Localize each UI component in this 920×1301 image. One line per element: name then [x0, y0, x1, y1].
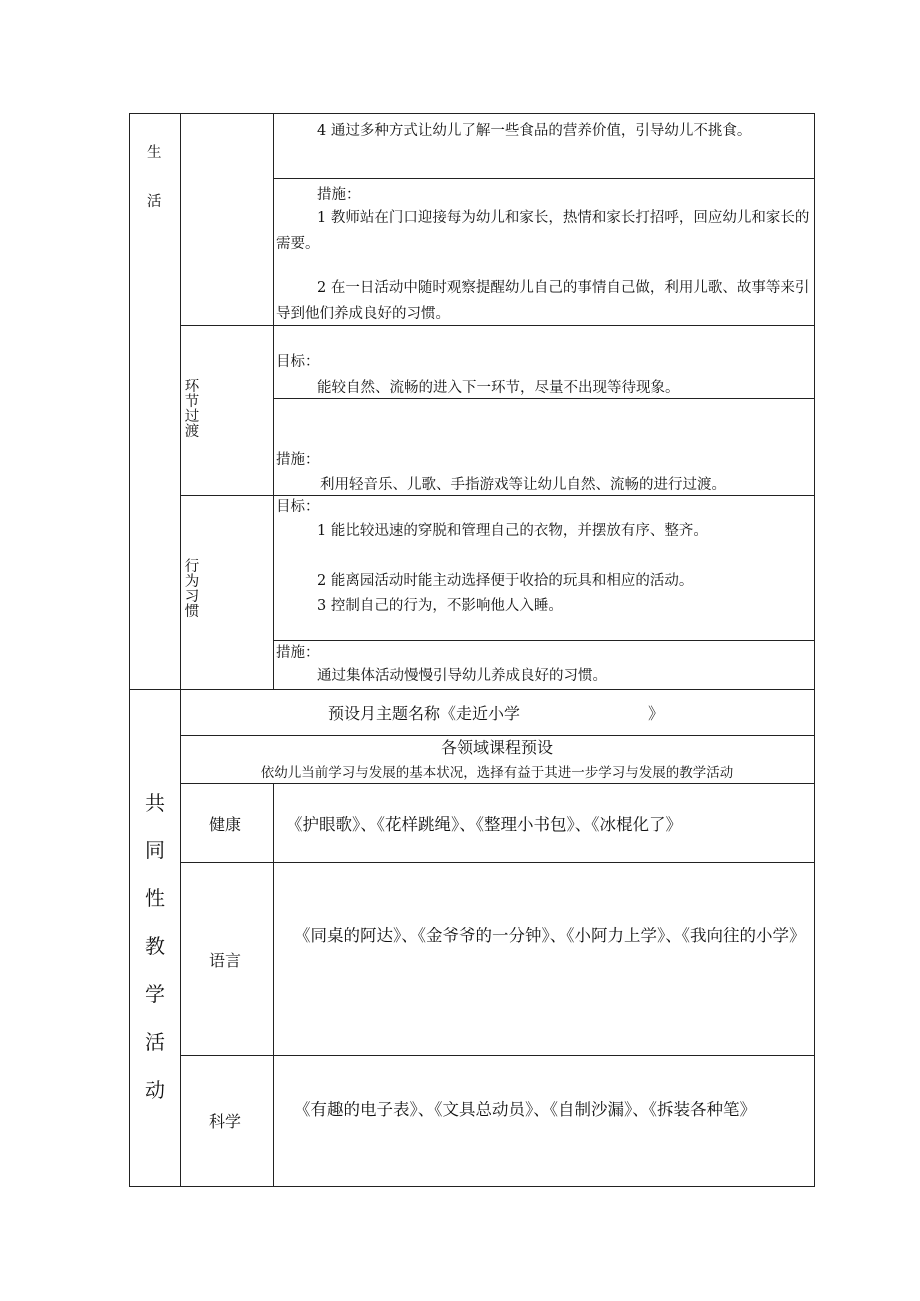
- common-label-char: 活: [145, 1030, 165, 1054]
- life-label-char-1: 生: [147, 145, 162, 161]
- common-label-char: 学: [145, 982, 165, 1006]
- behavior-goal-2: 2 能离园活动时能主动选择便于收拾的玩具和相应的活动。: [317, 573, 694, 589]
- theme-name-suffix: 》: [648, 704, 665, 723]
- life-label-char-2: 活: [147, 194, 162, 210]
- transition-label-char: 环: [184, 379, 200, 395]
- transition-goal-title: 目标：: [276, 354, 320, 370]
- common-label-char: 同: [145, 838, 165, 862]
- behavior-goal-3: 3 控制自己的行为，不影响他人入睡。: [317, 598, 563, 614]
- domain-name-language: 语言: [209, 951, 242, 970]
- behavior-label-char: 习: [184, 589, 200, 605]
- domain-name-science: 科学: [209, 1112, 242, 1131]
- domain-content-health: 《护眼歌》、《花样跳绳》、《整理小书包》、《冰棍化了》: [286, 815, 682, 834]
- behavior-measure: 通过集体活动慢慢引导幼儿养成良好的习惯。: [317, 668, 607, 684]
- life-measure-2: 2 在一日活动中随时观察提醒幼儿自己的事情自己做，利用儿歌、故事等来引导到他们养成良好的习惯。: [276, 280, 810, 322]
- common-label-char: 动: [145, 1078, 165, 1102]
- common-label-char: 性: [145, 886, 165, 910]
- course-subtitle: 依幼儿当前学习与发展的基本状况，选择有益于其进一步学习与发展的教学活动: [260, 765, 734, 781]
- transition-goal: 能较自然、流畅的进入下一环节，尽量不出现等待现象。: [317, 380, 680, 396]
- behavior-goal-title: 目标：: [276, 499, 320, 515]
- common-label-char: 共: [145, 791, 165, 815]
- theme-name-prefix: 预设月主题名称《走近小学: [328, 704, 521, 723]
- transition-label-char: 渡: [184, 424, 200, 440]
- behavior-label-char: 行: [184, 559, 200, 575]
- transition-measure: 利用轻音乐、儿歌、手指游戏等让幼儿自然、流畅的进行过渡。: [320, 477, 726, 493]
- life-measure-1: 1 教师站在门口迎接每为幼儿和家长，热情和家长打招呼，回应幼儿和家长的需要。: [276, 210, 810, 252]
- behavior-goal-1: 1 能比较迅速的穿脱和管理自己的衣物，并摆放有序、整齐。: [317, 523, 708, 539]
- transition-measure-title: 措施：: [276, 452, 320, 468]
- transition-label-char: 过: [184, 409, 200, 425]
- behavior-label-char: 为: [184, 574, 200, 590]
- common-label-char: 教: [145, 934, 165, 958]
- life-measures-title: 措施：: [317, 187, 361, 203]
- domain-name-health: 健康: [209, 815, 242, 834]
- behavior-measure-title: 措施：: [276, 645, 320, 661]
- life-goal-4: 4 通过多种方式让幼儿了解一些食品的营养价值，引导幼儿不挑食。: [317, 123, 752, 139]
- behavior-label-char: 惯: [184, 604, 200, 620]
- course-title: 各领域课程预设: [440, 738, 553, 757]
- transition-label-char: 节: [184, 394, 200, 410]
- domain-content-science: 《有趣的电子表》、《文具总动员》、《自制沙漏》、《拆装各种笔》: [294, 1100, 756, 1119]
- domain-content-language: 《同桌的阿达》、《金爷爷的一分钟》、《小阿力上学》、《我向往的小学》: [294, 926, 806, 945]
